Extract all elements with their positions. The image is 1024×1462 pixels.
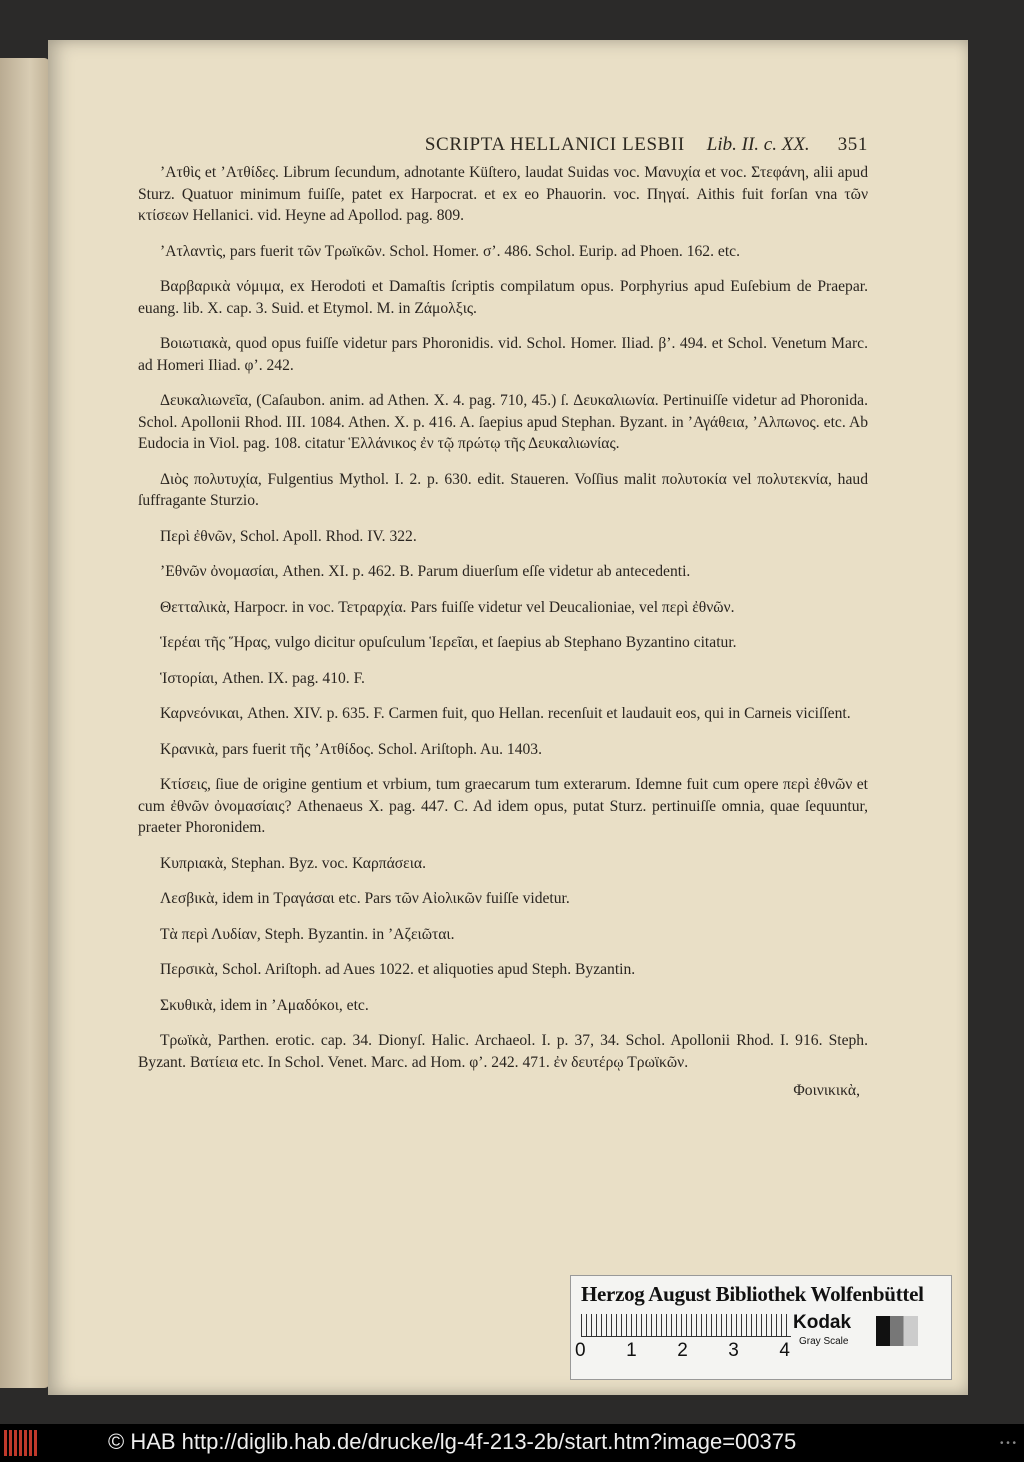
entry-paragraph: Τὰ περὶ Λυδίαν, Steph. Byzantin. in ’Αζειῶται. (160, 925, 455, 943)
hab-logo-icon (4, 1430, 38, 1456)
running-head-reference: Lib. II. c. XX. (706, 134, 810, 155)
entry-paragraph: ’Ατλαντὶς, pars fuerit τῶν Τρωϊκῶν. Schol. Homer. σ’. 486. Schol. Eurip. ad Phoen. 162. etc. (160, 242, 740, 260)
entry-paragraph: Περὶ ἐθνῶν, Schol. Apoll. Rhod. IV. 322. (160, 527, 417, 545)
entry-paragraph: Δευκαλιωνεῖα, (Caſaubon. anim. ad Athen. X. 4. pag. 710, 45.) ſ. Δευκαλιωνία. Pertinuiſſe videtur ad Phoronida. Schol. Apollonii Rhod. III. 1084. Athen. X. p. 416. A. ſaepius apud Stephan. Byzant. in ’Αγάθεια, ’Αλπωνος. etc. Ab Eudocia in Viol. pag. 108. citatur Ἑλλάνικος ἐν τῷ πρώτῳ τῆς Δευκαλιωνίας. (138, 392, 868, 452)
entry-paragraph: Κυπριακὰ, Stephan. Byz. voc. Καρπάσεια. (160, 854, 426, 872)
ruler-numbers (575, 1340, 790, 1362)
catchword: Φοινικικὰ, (793, 1082, 860, 1099)
entry-paragraph: Τρωϊκὰ, Parthen. erotic. cap. 34. Dionyſ. Halic. Archaeol. I. p. 37, 34. Schol. Apollonii Rhod. I. 916. Steph. Byzant. Βατίεια etc. In Schol. Venet. Marc. ad Hom. φ’. 242. 471. ἐν δευτέρῳ Τρωϊκῶν. (138, 1032, 868, 1071)
entry-paragraph: Λεσβικὰ, idem in Τραγάσαι etc. Pars τῶν Αἰολικῶν fuiſſe videtur. (160, 890, 570, 907)
ruler-number: 2 (677, 1340, 688, 1361)
ruler-scale (581, 1314, 791, 1337)
footer-copyright-link[interactable]: © HAB http://diglib.hab.de/drucke/lg-4f-213-2b/start.htm?image=00375 (108, 1429, 797, 1454)
entry-paragraph: Περσικὰ, Schol. Ariſtoph. ad Aues 1022. et aliquoties apud Steph. Byzantin. (160, 961, 636, 978)
left-page-edge (0, 58, 50, 1388)
entry-paragraph: Θετταλικὰ, Harpocr. in voc. Τετραρχία. Pars fuiſſe videtur vel Deucalioniae, vel περὶ ἐθνῶν. (160, 598, 735, 616)
ruler-number: 4 (779, 1340, 790, 1361)
ruler-number: 0 (575, 1340, 586, 1361)
entry-paragraph: Ἱερέαι τῆς Ἥρας, vulgo dicitur opuſculum Ἱερεῖαι, et ſaepius ab Stephano Byzantino citatur. (160, 634, 737, 651)
entry-paragraph: ’Ατθὶς et ’Ατθίδες. Librum ſecundum, adnotante Küſtero, laudat Suidas voc. Μανυχία et voc. Στεφάνη, alii apud Sturz. Quatuor minimum fuiſſe, patet ex Harpocrat. et ex eo Phauorin. voc. Πηγαί. Aithis fuit forſan vna τῶν κτίσεων Hellanici. vid. Heyne ad Apollod. pag. 809. (138, 164, 868, 224)
ruler-number: 1 (626, 1340, 637, 1361)
entry-paragraph: Κτίσεις, ſiue de origine gentium et vrbium, tum graecarum tum exterarum. Idemne fuit cum opere περὶ ἐθνῶν et cum ἐθνῶν ὀνομασίαις? Athenaeus X. pag. 447. C. Ad idem opus, putat Sturz. pertinuiſſe omnia, quae ſequuntur, praeter Phoronidem. (138, 776, 868, 836)
main-text (138, 162, 868, 1087)
gray-scale-patch (876, 1316, 918, 1346)
library-name: Herzog August Bibliothek Wolfenbüttel (581, 1282, 924, 1306)
footer-dots-icon: • • • (999, 1438, 1016, 1449)
entry-paragraph: Καρνεόνικαι, Athen. XIV. p. 635. F. Carmen fuit, quo Hellan. recenſuit et laudauit eos, qui in Carneis viciſſent. (160, 705, 851, 722)
book-page (48, 40, 968, 1395)
entry-paragraph: ’Εθνῶν ὀνομασίαι, Athen. XI. p. 462. B. Parum diuerſum eſſe videtur ab antecedenti. (160, 563, 691, 580)
gray-scale-caption: Gray Scale (799, 1336, 849, 1347)
entry-paragraph: Βοιωτιακὰ, quod opus fuiſſe videtur pars Phoronidis. vid. Schol. Homer. Iliad. β’. 494. et Schol. Venetum Marc. ad Homeri Iliad. φ’. 242. (138, 335, 868, 374)
entry-paragraph: Βαρβαρικὰ νόμιμα, ex Herodoti et Damaſtis ſcriptis compilatum opus. Porphyrius apud Euſebium de Praepar. euang. lib. X. cap. 3. Suid. et Etymol. M. in Ζάμολξις. (138, 278, 868, 317)
entry-paragraph: Διὸς πολυτυχία, Fulgentius Mythol. I. 2. p. 630. edit. Staueren. Voſſius malit πολυτοκία vel πολυτεκνία, haud ſuffragante Sturzio. (138, 470, 868, 509)
kodak-brand: Kodak (793, 1312, 852, 1333)
running-head (48, 134, 868, 156)
library-color-scale-label (570, 1275, 952, 1380)
page-number: 351 (837, 134, 868, 155)
viewer-footer-bar (0, 1424, 1024, 1462)
entry-paragraph: Κρανικὰ, pars fuerit τῆς ’Ατθίδος. Schol. Ariſtoph. Au. 1403. (160, 740, 543, 758)
entry-paragraph: Σκυθικὰ, idem in ’Αμαδόκοι, etc. (160, 996, 369, 1014)
running-head-title: SCRIPTA HELLANICI LESBII (424, 134, 685, 155)
ruler-number: 3 (728, 1340, 739, 1361)
entry-paragraph: Ἱστορίαι, Athen. IX. pag. 410. F. (160, 669, 365, 687)
